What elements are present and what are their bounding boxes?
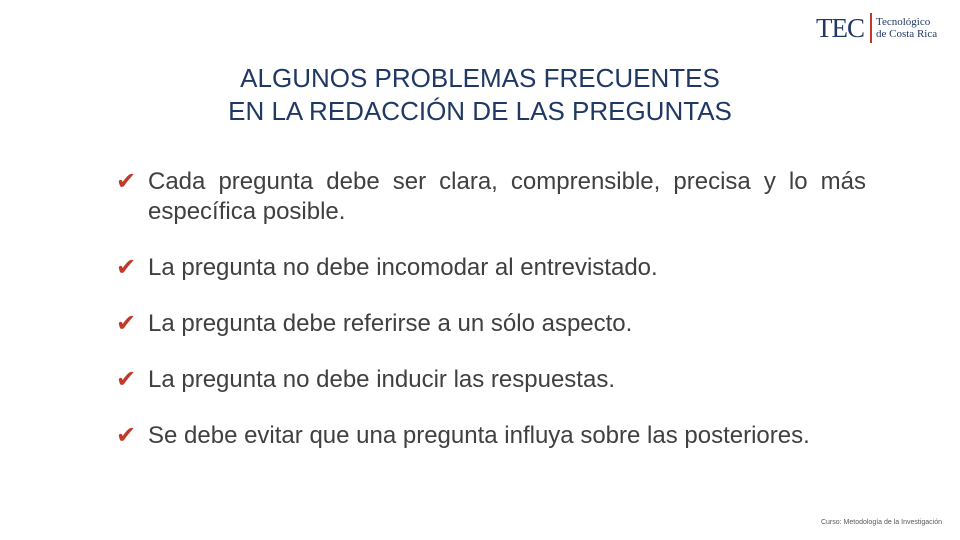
bullet-item [116,309,866,339]
checkmark-icon: ✔ [116,366,137,393]
bullet-text: Se debe evitar que una pregunta influya sobre las posteriores. [148,422,810,449]
logo-text-line1: Tecnológico [876,16,931,28]
bullet-item [116,253,866,283]
bullet-list [116,167,866,477]
logo-text-line2: de Costa Rica [876,28,938,40]
slide-title-line1: ALGUNOS PROBLEMAS FRECUENTES [240,63,720,93]
bullet-text: La pregunta debe referirse a un sólo aspecto. [148,310,633,337]
footer-course-name: Curso: Metodología de la Investigación [820,519,942,526]
logo-text [876,16,937,40]
checkmark-icon: ✔ [116,254,137,281]
bullet-text: La pregunta no debe incomodar al entrevistado. [148,254,658,281]
slide-title [100,62,860,128]
slide-title-line2: EN LA REDACCIÓN DE LAS PREGUNTAS [228,96,732,126]
checkmark-icon: ✔ [116,168,137,195]
bullet-text: Cada pregunta debe ser clara, comprensible, precisa y lo más específica posible. [148,168,866,225]
checkmark-icon: ✔ [116,422,137,449]
logo-divider [870,13,872,43]
bullet-item [116,421,866,451]
tec-logo [816,12,937,44]
bullet-item [116,365,866,395]
logo-mark: TEC [816,13,864,43]
bullet-text: La pregunta no debe inducir las respuestas. [148,366,615,393]
checkmark-icon: ✔ [116,310,137,337]
bullet-item [116,167,866,227]
